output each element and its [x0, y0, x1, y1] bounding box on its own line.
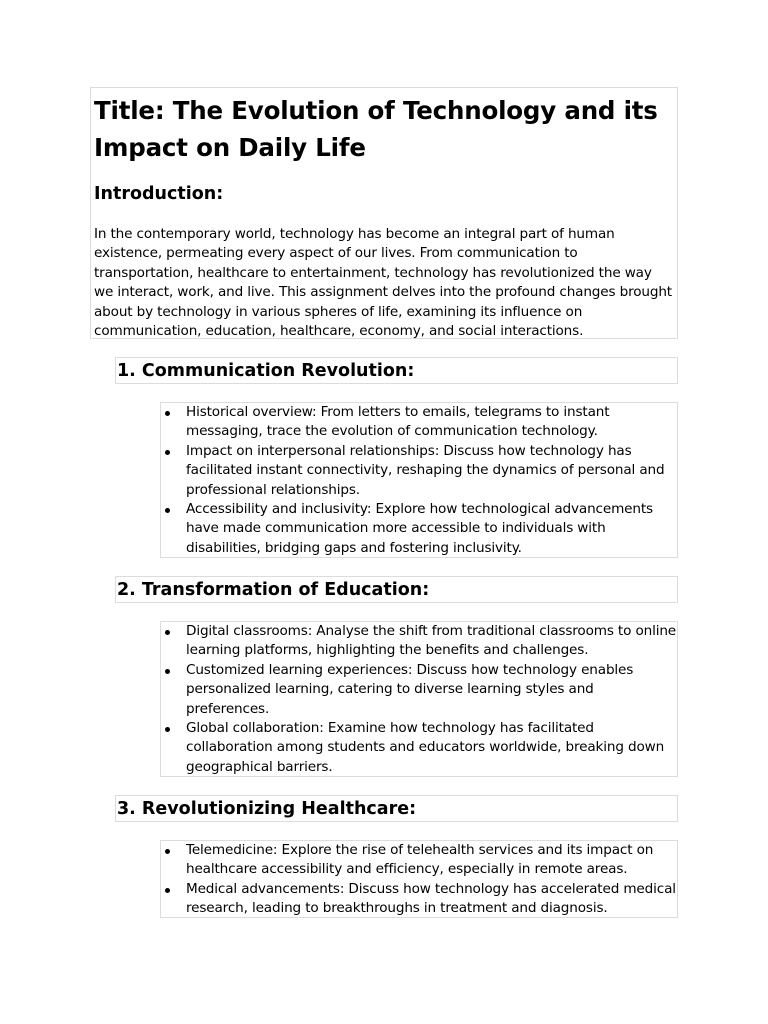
- section-heading-healthcare: 3. Revolutionizing Healthcare:: [115, 795, 678, 822]
- section-heading-communication: 1. Communication Revolution:: [115, 357, 678, 384]
- list-item: Telemedicine: Explore the rise of telehealth services and its impact on healthcare accessibility and efficiency, especially in remote areas.: [161, 841, 677, 880]
- introduction-paragraph: In the contemporary world, technology has become an integral part of human existence, permeating every aspect of our lives. From communication to transportation, healthcare to entertainment, technology has revolutionized the way we interact, work, and live. This assignment delves into the profound changes brought about by technology in various spheres of life, examining its influence on communication, education, healthcare, economy, and social interactions.: [94, 226, 672, 340]
- document-title: Title: The Evolution of Technology and its Impact on Daily Life: [94, 96, 658, 162]
- section-list-education: [160, 621, 678, 777]
- section-heading-education: 2. Transformation of Education:: [115, 576, 678, 603]
- list-item: Global collaboration: Examine how technology has facilitated collaboration among students and educators worldwide, breaking down geographical barriers.: [161, 719, 677, 777]
- list-item: Impact on interpersonal relationships: Discuss how technology has facilitated instant connectivity, reshaping the dynamics of personal and professional relationships.: [161, 442, 677, 500]
- section-list-healthcare: [160, 840, 678, 918]
- list-item: Historical overview: From letters to emails, telegrams to instant messaging, trace the evolution of communication technology.: [161, 403, 677, 442]
- introduction-block: [90, 87, 678, 339]
- list-item: Medical advancements: Discuss how technology has accelerated medical research, leading to breakthroughs in treatment and diagnosis.: [161, 880, 677, 918]
- list-item: Customized learning experiences: Discuss how technology enables personalized learning, catering to diverse learning styles and preferences.: [161, 661, 677, 719]
- section-list-communication: [160, 402, 678, 558]
- list-item: Digital classrooms: Analyse the shift from traditional classrooms to online learning platforms, highlighting the benefits and challenges.: [161, 622, 677, 661]
- list-item: Accessibility and inclusivity: Explore how technological advancements have made communication more accessible to individuals with disabilities, bridging gaps and fostering inclusivity.: [161, 500, 677, 558]
- introduction-heading: Introduction:: [94, 184, 224, 204]
